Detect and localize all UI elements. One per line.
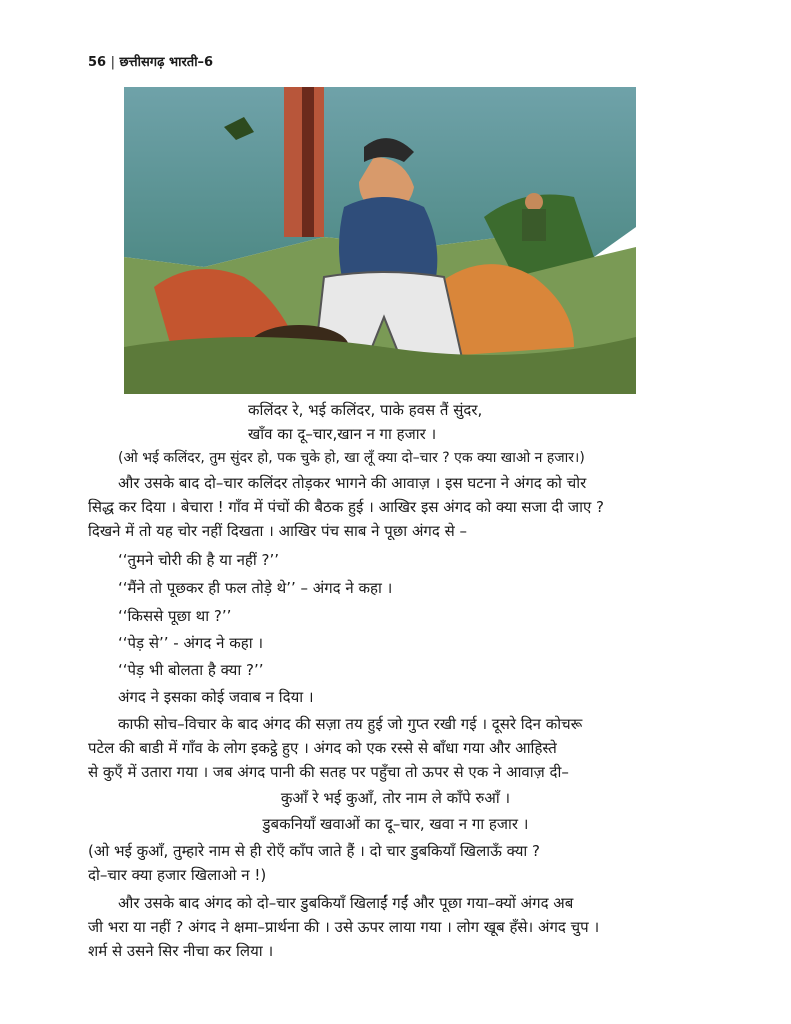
- para1-line2: सिद्ध कर दिया । बेचारा ! गाँव में पंचों की बैठक हुई । आखिर इस अंगद को क्या सजा दी जाए ?: [88, 498, 605, 516]
- page-number: 56: [88, 55, 107, 70]
- para3-line2: जी भरा या नहीं ? अंगद ने क्षमा–प्रार्थना की । उसे ऊपर लाया गया । लोग खूब हँसे। अंगद चुप ।: [88, 918, 600, 936]
- para3-line3: शर्म से उसने सिर नीचा कर लिया ।: [88, 942, 274, 960]
- dialogue-line2: ‘‘मैंने तो पूछकर ही फल तोड़े थे’’ – अंगद ने कहा ।: [118, 579, 393, 597]
- dialogue-line5: ‘‘पेड़ भी बोलता है क्या ?’’: [118, 661, 264, 679]
- para2-line2: पटेल की बाडी में गाँव के लोग इकट्ठे हुए । अंगद को एक रस्से से बाँधा गया और आहिस्ते: [88, 739, 557, 757]
- poem1-line2: खाँव का दू–चार,खान न गा हजार ।: [248, 425, 437, 443]
- poem2-translation-line1: (ओ भई कुआँ, तुम्हारे नाम से ही रोएँ काँप जाते हैं । दो चार डुबकियाँ खिलाऊँ क्या ?: [88, 842, 541, 860]
- poem1-translation: (ओ भई कलिंदर, तुम सुंदर हो, पक चुके हो, खा लूँ क्या दो–चार ? एक क्या खाओ न हजार।): [118, 450, 585, 466]
- poem2-line2: डुबकनियाँ खवाओं का दू–चार, खवा न गा हजार ।: [262, 815, 529, 833]
- para3-line1: और उसके बाद अंगद को दो–चार डुबकियाँ खिलाईं गईं और पूछा गया–क्यों अंगद अब: [118, 894, 574, 912]
- para1-line1: और उसके बाद दो–चार कलिंदर तोड़कर भागने की आवाज़ । इस घटना ने अंगद को चोर: [118, 474, 587, 492]
- poem1-line1: कलिंदर रे, भई कलिंदर, पाके हवस तैं सुंदर,: [248, 401, 483, 419]
- para2-line3: से कुएँ में उतारा गया । जब अंगद पानी की सतह पर पहुँचा तो ऊपर से एक ने आवाज़ दी–: [88, 763, 569, 781]
- dialogue-line1: ‘‘तुमने चोरी की है या नहीं ?’’: [118, 551, 280, 569]
- dialogue-line3: ‘‘किससे पूछा था ?’’: [118, 607, 232, 625]
- para2-line1: काफी सोच–विचार के बाद अंगद की सज़ा तय हुई जो गुप्त रखी गई । दूसरे दिन कोचरू: [118, 715, 583, 733]
- book-title: छत्तीसगढ़ भारती–6: [119, 55, 214, 70]
- page-header: [88, 52, 213, 70]
- header-separator: |: [110, 55, 116, 70]
- poem2-translation-line2: दो–चार क्या हजार खिलाओ न !): [88, 866, 267, 884]
- dialogue-line6: अंगद ने इसका कोई जवाब न दिया ।: [118, 688, 314, 706]
- para1-line3: दिखने में तो यह चोर नहीं दिखता । आखिर पंच साब ने पूछा अंगद से –: [88, 522, 468, 540]
- illustration-image: [124, 87, 636, 394]
- poem2-line1: कुआँ रे भई कुआँ, तोर नाम ले काँपे रुआँ ।: [280, 789, 511, 807]
- dialogue-line4: ‘‘पेड़ से’’ - अंगद ने कहा ।: [118, 634, 264, 652]
